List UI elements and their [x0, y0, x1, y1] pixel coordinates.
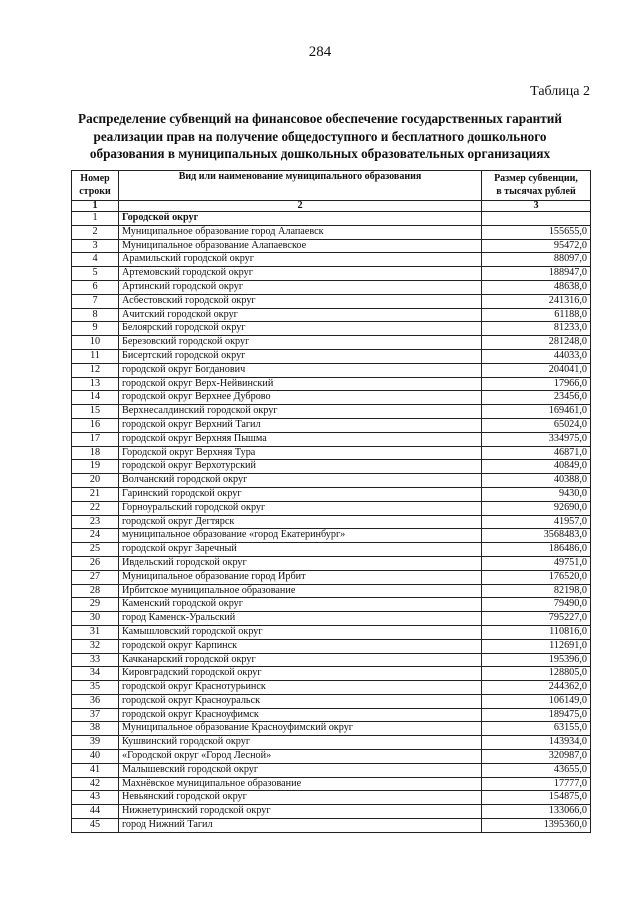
row-number: 29 [72, 598, 119, 612]
row-number: 42 [72, 777, 119, 791]
municipality-name: Арамильский городской округ [119, 253, 482, 267]
row-number: 35 [72, 681, 119, 695]
table-row [72, 736, 591, 750]
table-row [72, 349, 591, 363]
row-number: 30 [72, 612, 119, 626]
row-number: 1 [72, 212, 119, 226]
subvention-amount: 17777,0 [482, 777, 591, 791]
table-row [72, 570, 591, 584]
column-number: 2 [119, 201, 482, 212]
subvention-amount: 281248,0 [482, 336, 591, 350]
table-row [72, 708, 591, 722]
subvention-amount: 17966,0 [482, 377, 591, 391]
title-line: образования в муниципальных дошкольных образовательных организациях [89, 146, 551, 161]
table-row [72, 791, 591, 805]
subvention-amount: 334975,0 [482, 432, 591, 446]
table-row [72, 805, 591, 819]
municipality-name: городской округ Краснотурьинск [119, 681, 482, 695]
header-row-number [72, 171, 119, 201]
table-row [72, 556, 591, 570]
row-number: 21 [72, 487, 119, 501]
subvention-amount: 154875,0 [482, 791, 591, 805]
municipality-name: Ирбитское муниципальное образование [119, 584, 482, 598]
row-number: 27 [72, 570, 119, 584]
row-number: 33 [72, 653, 119, 667]
table-row [72, 653, 591, 667]
document-title [60, 110, 580, 163]
subvention-amount: 79490,0 [482, 598, 591, 612]
header-text: Номер [80, 173, 110, 184]
municipality-name: город Каменск-Уральский [119, 612, 482, 626]
row-number: 7 [72, 294, 119, 308]
subvention-table [71, 170, 591, 833]
subvention-amount: 1395360,0 [482, 819, 591, 833]
column-number-row [72, 201, 591, 212]
row-number: 34 [72, 667, 119, 681]
municipality-name: Муниципальное образование город Алапаевск [119, 225, 482, 239]
row-number: 9 [72, 322, 119, 336]
municipality-name: Березовский городской округ [119, 336, 482, 350]
table-row [72, 598, 591, 612]
table-row [72, 363, 591, 377]
row-number: 23 [72, 515, 119, 529]
subvention-amount: 169461,0 [482, 405, 591, 419]
municipality-name: муниципальное образование «город Екатеринбург» [119, 529, 482, 543]
row-number: 6 [72, 280, 119, 294]
row-number: 10 [72, 336, 119, 350]
table-row [72, 267, 591, 281]
municipality-name: Городской округ Верхняя Тура [119, 446, 482, 460]
table-row [72, 722, 591, 736]
row-number: 38 [72, 722, 119, 736]
row-number: 19 [72, 460, 119, 474]
table-row [72, 432, 591, 446]
row-number: 16 [72, 418, 119, 432]
column-number: 3 [482, 201, 591, 212]
subvention-amount: 40849,0 [482, 460, 591, 474]
table-row [72, 612, 591, 626]
table-row [72, 501, 591, 515]
subvention-amount: 106149,0 [482, 694, 591, 708]
row-number: 4 [72, 253, 119, 267]
subvention-amount: 82198,0 [482, 584, 591, 598]
table-row [72, 446, 591, 460]
row-number: 44 [72, 805, 119, 819]
table-row [72, 253, 591, 267]
table-row [72, 681, 591, 695]
subvention-amount: 9430,0 [482, 487, 591, 501]
municipality-name: Асбестовский городской округ [119, 294, 482, 308]
table-row [72, 405, 591, 419]
municipality-name: городской округ Карпинск [119, 639, 482, 653]
subvention-amount: 204041,0 [482, 363, 591, 377]
table-row [72, 336, 591, 350]
subvention-amount: 795227,0 [482, 612, 591, 626]
row-number: 11 [72, 349, 119, 363]
row-number: 37 [72, 708, 119, 722]
row-number: 36 [72, 694, 119, 708]
subvention-amount: 43655,0 [482, 763, 591, 777]
row-number: 28 [72, 584, 119, 598]
municipality-name: Махнёвское муниципальное образование [119, 777, 482, 791]
municipality-name: городской округ Верхний Тагил [119, 418, 482, 432]
header-row [72, 171, 591, 201]
subvention-amount: 88097,0 [482, 253, 591, 267]
municipality-name: городской округ Красноуральск [119, 694, 482, 708]
municipality-name: городской округ Верхняя Пышма [119, 432, 482, 446]
table-row [72, 474, 591, 488]
page-number: 284 [308, 44, 332, 60]
table-row [72, 280, 591, 294]
municipality-name: Каменский городской округ [119, 598, 482, 612]
table-row [72, 322, 591, 336]
subvention-amount: 23456,0 [482, 391, 591, 405]
municipality-name: городской округ Верхотурский [119, 460, 482, 474]
subvention-amount: 63155,0 [482, 722, 591, 736]
row-number: 17 [72, 432, 119, 446]
table-row [72, 418, 591, 432]
table-row [72, 212, 591, 226]
row-number: 32 [72, 639, 119, 653]
subvention-amount: 128805,0 [482, 667, 591, 681]
row-number: 24 [72, 529, 119, 543]
header-amount [482, 171, 591, 201]
municipality-name: Муниципальное образование Алапаевское [119, 239, 482, 253]
municipality-name: Кушвинский городской округ [119, 736, 482, 750]
subvention-amount: 92690,0 [482, 501, 591, 515]
subvention-amount: 44033,0 [482, 349, 591, 363]
row-number: 5 [72, 267, 119, 281]
municipality-name: Муниципальное образование Красноуфимский округ [119, 722, 482, 736]
row-number: 39 [72, 736, 119, 750]
table-row [72, 391, 591, 405]
municipality-name: городской округ Верхнее Дуброво [119, 391, 482, 405]
municipality-name: Горноуральский городской округ [119, 501, 482, 515]
subvention-amount: 65024,0 [482, 418, 591, 432]
subvention-amount: 241316,0 [482, 294, 591, 308]
table-row [72, 694, 591, 708]
row-number: 18 [72, 446, 119, 460]
municipality-name: Камышловский городской округ [119, 625, 482, 639]
row-number: 8 [72, 308, 119, 322]
municipality-name: городской округ Верх-Нейвинский [119, 377, 482, 391]
header-text: строки [79, 185, 111, 197]
title-line: реализации прав на получение общедоступного и бесплатного дошкольного [93, 128, 547, 144]
municipality-name: Ачитский городской округ [119, 308, 482, 322]
table-row [72, 763, 591, 777]
table-row [72, 239, 591, 253]
table-row [72, 543, 591, 557]
row-number: 2 [72, 225, 119, 239]
subvention-amount: 133066,0 [482, 805, 591, 819]
municipality-name: Артемовский городской округ [119, 267, 482, 281]
row-number: 41 [72, 763, 119, 777]
municipality-name: Муниципальное образование город Ирбит [119, 570, 482, 584]
municipality-name: Ивдельский городской округ [119, 556, 482, 570]
municipality-name: городской округ Заречный [119, 543, 482, 557]
row-number: 14 [72, 391, 119, 405]
table-row [72, 584, 591, 598]
subvention-amount: 61188,0 [482, 308, 591, 322]
subvention-amount: 49751,0 [482, 556, 591, 570]
subvention-amount: 110816,0 [482, 625, 591, 639]
municipality-name: Кировградский городской округ [119, 667, 482, 681]
table-row [72, 377, 591, 391]
municipality-name: Бисертский городской округ [119, 349, 482, 363]
table-row [72, 625, 591, 639]
municipality-name: городской округ Красноуфимск [119, 708, 482, 722]
municipality-name: город Нижний Тагил [119, 819, 482, 833]
municipality-name: Городской округ [119, 212, 482, 226]
subvention-amount [482, 212, 591, 226]
table-row [72, 487, 591, 501]
subvention-amount: 244362,0 [482, 681, 591, 695]
row-number: 31 [72, 625, 119, 639]
municipality-name: Качканарский городской округ [119, 653, 482, 667]
subvention-amount: 95472,0 [482, 239, 591, 253]
row-number: 26 [72, 556, 119, 570]
table-row [72, 819, 591, 833]
municipality-name: Гаринский городской округ [119, 487, 482, 501]
municipality-name: Нижнетуринский городской округ [119, 805, 482, 819]
header-municipality: Вид или наименование муниципального образования [119, 171, 482, 201]
municipality-name: Артинский городской округ [119, 280, 482, 294]
subvention-amount: 143934,0 [482, 736, 591, 750]
row-number: 45 [72, 819, 119, 833]
table-row [72, 308, 591, 322]
table-row [72, 667, 591, 681]
municipality-name: Верхнесалдинский городской округ [119, 405, 482, 419]
row-number: 20 [72, 474, 119, 488]
row-number: 22 [72, 501, 119, 515]
subvention-amount: 155655,0 [482, 225, 591, 239]
row-number: 15 [72, 405, 119, 419]
row-number: 43 [72, 791, 119, 805]
municipality-name: Невьянский городской округ [119, 791, 482, 805]
subvention-amount: 189475,0 [482, 708, 591, 722]
table-row [72, 529, 591, 543]
table-row [72, 460, 591, 474]
subvention-amount: 195396,0 [482, 653, 591, 667]
municipality-name: Малышевский городской округ [119, 763, 482, 777]
table-row [72, 639, 591, 653]
subvention-amount: 40388,0 [482, 474, 591, 488]
subvention-amount: 81233,0 [482, 322, 591, 336]
table-label: Таблица 2 [530, 84, 590, 99]
table-row [72, 750, 591, 764]
row-number: 3 [72, 239, 119, 253]
subvention-amount: 188947,0 [482, 267, 591, 281]
table-row [72, 225, 591, 239]
row-number: 40 [72, 750, 119, 764]
municipality-name: Белоярский городской округ [119, 322, 482, 336]
subvention-amount: 3568483,0 [482, 529, 591, 543]
row-number: 25 [72, 543, 119, 557]
subvention-amount: 186486,0 [482, 543, 591, 557]
municipality-name: городской округ Богданович [119, 363, 482, 377]
header-text: Размер субвенции, [494, 173, 578, 184]
subvention-amount: 46871,0 [482, 446, 591, 460]
subvention-amount: 48638,0 [482, 280, 591, 294]
table-row [72, 294, 591, 308]
subvention-amount: 112691,0 [482, 639, 591, 653]
row-number: 13 [72, 377, 119, 391]
column-number: 1 [72, 201, 119, 212]
header-text: в тысячах рублей [496, 185, 576, 197]
title-line: Распределение субвенций на финансовое обеспечение государственных гарантий [78, 111, 562, 126]
municipality-name: «Городской округ «Город Лесной» [119, 750, 482, 764]
municipality-name: Волчанский городской округ [119, 474, 482, 488]
municipality-name: городской округ Дегтярск [119, 515, 482, 529]
subvention-amount: 41957,0 [482, 515, 591, 529]
subvention-amount: 176520,0 [482, 570, 591, 584]
subvention-amount: 320987,0 [482, 750, 591, 764]
row-number: 12 [72, 363, 119, 377]
table-row [72, 515, 591, 529]
table-row [72, 777, 591, 791]
